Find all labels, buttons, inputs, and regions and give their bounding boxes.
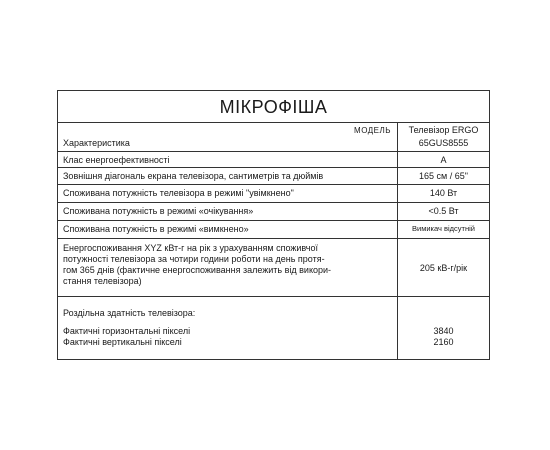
resolution-values	[398, 297, 489, 360]
resolution-row	[58, 297, 489, 360]
energy-line: стання телевізора)	[63, 276, 142, 286]
energy-description	[58, 239, 398, 296]
header-row	[58, 123, 489, 152]
energy-row	[58, 239, 489, 297]
page-title: МІКРОФІША	[58, 91, 489, 123]
resolution-labels	[58, 297, 398, 360]
row-value: <0.5 Вт	[428, 206, 459, 216]
model-code: 65GUS8555	[418, 138, 469, 148]
table-row	[58, 152, 489, 168]
row-label: Споживана потужність в режимі «очікування»	[58, 203, 398, 220]
energy-value-cell	[398, 239, 489, 296]
microfiche-table	[57, 90, 490, 360]
row-value: Вимикач відсутній	[412, 224, 475, 233]
header-value-cell	[398, 123, 489, 151]
row-label: Споживана потужність телевізора в режимі "увімкнено"	[58, 185, 398, 202]
energy-line: потужності телевізора за чотири години роботи на день протя-	[63, 254, 325, 264]
product-name: Телевізор ERGO	[408, 125, 479, 135]
table-row	[58, 185, 489, 203]
energy-value: 205 кВ-г/рік	[419, 262, 468, 273]
vertical-pixels-value: 2160	[433, 337, 454, 347]
table-row	[58, 221, 489, 239]
characteristic-label: Характеристика	[63, 138, 130, 148]
row-value: 140 Вт	[429, 188, 458, 198]
model-label: МОДЕЛЬ	[354, 126, 391, 135]
row-value: A	[440, 155, 447, 165]
row-label: Зовнішня діагональ екрана телевізора, сантиметрів та дюймів	[58, 168, 398, 184]
row-label: Споживана потужність в режимі «вимкнено»	[58, 221, 398, 238]
energy-line: гом 365 днів (фактичне енергоспоживання залежить від викори-	[63, 265, 332, 275]
horizontal-pixels-value: 3840	[433, 326, 454, 336]
energy-line: Енергоспоживання XYZ кВт-г на рік з урахуванням споживчої	[63, 243, 318, 253]
row-label: Клас енергоефективності	[58, 152, 398, 167]
row-value: 165 см / 65"	[419, 171, 468, 181]
header-label-cell	[58, 123, 398, 151]
table-row	[58, 168, 489, 185]
resolution-title: Роздільна здатність телевізора:	[63, 308, 196, 318]
vertical-pixels-label: Фактичні вертикальні пікселі	[63, 337, 182, 347]
table-row	[58, 203, 489, 221]
horizontal-pixels-label: Фактичні горизонтальні пікселі	[63, 326, 191, 336]
